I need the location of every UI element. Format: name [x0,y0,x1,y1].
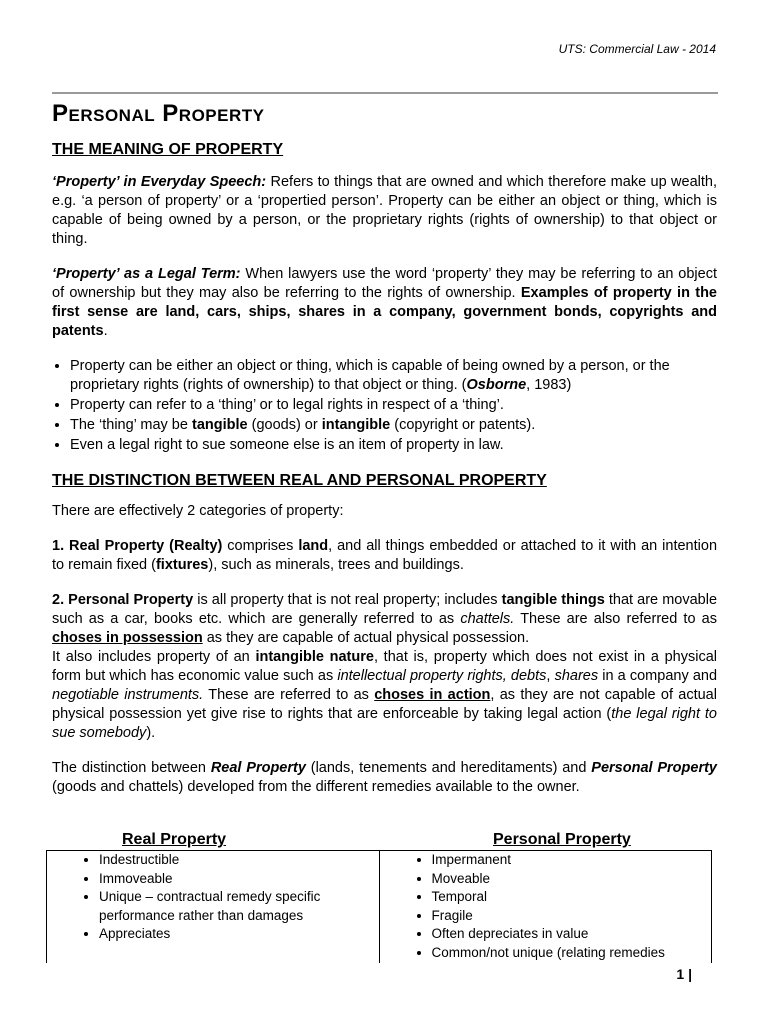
term-land: land [298,538,329,554]
term-personal-property-em: Personal Property [591,760,717,776]
property-bullet-list [52,357,717,455]
term-intangible-nature: intangible nature [255,649,374,665]
bullet-text: Property can refer to a ‘thing’ or to legal rights in respect of a ‘thing’. [70,397,504,413]
paragraph-text: Refers to things that are owned and which therefore make up wealth, e.g. ‘a person of property’ or a ‘propertied person’. Property can be either an object or thing, which is capable of being owned by a person, or the proprietary rights (rights of ownership) to that object or thing. [52,174,717,247]
bullet-text: (copyright or patents). [394,417,536,433]
paragraph-text: ). [146,725,156,741]
paragraph-text: These are referred to as [208,687,369,703]
table-column-real [47,851,380,963]
table-item: • Appreciates [99,925,379,944]
paragraph-text: is all property that is not real property; includes [197,592,498,608]
table-item: • Unique – contractual remedy specific performance rather than damages [99,888,379,925]
table-item: • Fragile [432,907,712,926]
real-property-list [47,851,379,944]
list-item [70,416,717,435]
categories-intro: There are effectively 2 categories of property: [52,503,344,519]
bullet-text: The ‘thing’ may be [70,417,188,433]
table-item: • Temporal [432,888,712,907]
page-title: Personal Property [52,100,265,127]
bullet-text: Even a legal right to sue someone else is an item of property in law. [70,437,504,453]
table-item: • Indestructible [99,851,379,870]
comma: , [546,668,551,684]
citation-osborne: Osborne [466,377,527,393]
paragraph-text: in a company and [602,668,718,684]
list-item [70,396,717,415]
comparison-table [46,850,712,963]
table-column-personal [380,851,712,963]
term-tangible: tangible [191,417,248,433]
paragraph-text: It also includes property of an [52,649,250,665]
paragraph-text: , that is, property which does not exist in a physical form but which has economic value such as [52,649,717,684]
paragraph-legal-term [52,265,717,341]
paragraph-text: These are also referred to as [520,611,717,627]
personal-property-list [380,851,712,962]
term-choses-in-possession: choses in possession [52,630,203,646]
paragraph-everyday-speech [52,173,717,249]
term-real-property: 1. Real Property (Realty) [52,538,223,554]
paragraph-personal-property [52,591,717,648]
section-heading-distinction: THE DISTINCTION BETWEEN REAL AND PERSONAL PROPERTY [52,472,547,489]
paragraph-text: (goods and chattels) developed from the different remedies available to the owner. [52,779,580,795]
table-heading-personal: Personal Property [493,831,631,848]
list-item [70,357,717,395]
term-personal-property: 2. Personal Property [52,592,194,608]
list-item [70,436,717,455]
document-body [52,140,717,797]
paragraph-real-property [52,537,717,575]
page-number: 1 | [676,966,692,982]
period: . [103,323,108,339]
table-heading-real: Real Property [122,831,227,848]
paragraph-text: , as they are not capable of actual physical possession yet give rise to rights that are enforceable by taking legal action ( [52,687,717,722]
term-legal-term: ‘Property’ as a Legal Term: [52,266,241,282]
paragraph-distinction [52,759,717,797]
citation-year: , 1983) [526,377,572,393]
table-item: • Common/not unique (relating remedies [432,944,712,963]
paragraph-text: , and all things embedded or attached to it with an intention to remain fixed ( [52,538,718,573]
term-fixtures: fixtures [155,557,209,573]
term-chattels: chattels. [460,611,515,627]
term-everyday-speech: ‘Property’ in Everyday Speech: [52,174,267,190]
term-ip-debts: intellectual property rights, debts [337,668,547,684]
bullet-text: Property can be either an object or thing, which is capable of being owned by a person, or the proprietary rights (rights of ownership) to that object or thing. ( [70,358,670,393]
term-choses-in-action: choses in action [374,687,491,703]
table-item: • Moveable [432,870,712,889]
header-divider [52,92,718,94]
bullet-text: (goods) or [251,417,318,433]
paragraph-text: ), such as minerals, trees and buildings. [208,557,464,573]
term-legal-right-to-sue: the legal right to sue somebody [52,706,717,741]
table-item: • Immoveable [99,870,379,889]
paragraph-intangible [52,648,717,743]
paragraph-text: comprises [227,538,294,554]
paragraph-text: that are movable such as a car, books etc. which are generally referred to as [52,592,718,627]
term-intangible: intangible [321,417,391,433]
table-item: • Often depreciates in value [432,925,712,944]
section-heading-meaning: THE MEANING OF PROPERTY [52,141,284,158]
paragraph-text: When lawyers use the word ‘property’ they may be referring to an object of ownership but they may also be referring to the rights of ownership. [52,266,717,301]
table-item: • Impermanent [432,851,712,870]
running-header: UTS: Commercial Law - 2014 [558,42,716,56]
paragraph-text: as they are capable of actual physical possession. [206,630,530,646]
term-real-property-em: Real Property [210,760,306,776]
term-shares: shares [554,668,599,684]
term-tangible-things: tangible things [501,592,605,608]
examples-text: Examples of property in the first sense are land, cars, ships, shares in a company, government bonds, copyrights and patents [52,285,717,339]
paragraph-text: (lands, tenements and hereditaments) and [310,760,587,776]
term-negotiable-instruments: negotiable instruments. [52,687,204,703]
paragraph-text: The distinction between [52,760,206,776]
